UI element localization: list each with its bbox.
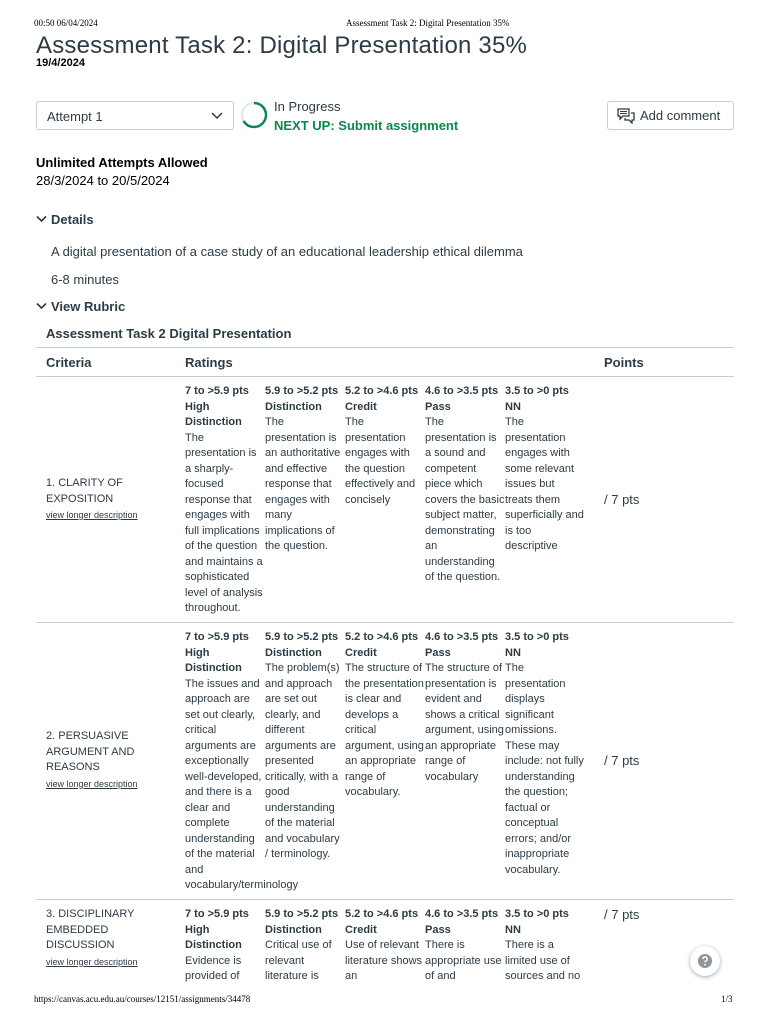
rating-1-1[interactable] (185, 384, 265, 617)
criterion-1 (46, 476, 176, 523)
rating-2-4[interactable] (425, 630, 505, 785)
print-datetime: 00:50 06/04/2024 (34, 18, 98, 28)
rating-points: 5.2 to >4.6 pts (345, 908, 419, 920)
rating-2-2[interactable] (265, 630, 345, 863)
attempt-select[interactable] (36, 101, 234, 130)
date-range: 28/3/2024 to 20/5/2024 (36, 173, 170, 188)
criterion-1-longer-description-link[interactable]: view longer description (46, 510, 138, 520)
rating-description: There is appropriate use of and (425, 939, 502, 982)
rating-3-1[interactable] (185, 907, 265, 985)
divider (36, 622, 734, 623)
criterion-3-points: / 7 pts (604, 907, 640, 922)
criterion-3-title: 3. DISCIPLINARY EMBEDDED DISCUSSION (46, 908, 135, 951)
rating-points: 3.5 to >0 pts (505, 908, 569, 920)
rating-label: Credit (345, 646, 377, 659)
page-title: Assessment Task 2: Digital Presentation 35% (36, 32, 528, 59)
rating-description: The structure of presentation is evident and shows a critical argument, using an appropriate range of vocabulary (425, 662, 504, 783)
rating-2-1[interactable] (185, 630, 299, 894)
criterion-1-title: 1. CLARITY OF EXPOSITION (46, 477, 123, 505)
chevron-down-icon (36, 302, 47, 310)
attempts-allowed: Unlimited Attempts Allowed (36, 155, 208, 170)
details-toggle[interactable] (36, 212, 94, 227)
rubric-title: Assessment Task 2 Digital Presentation (46, 326, 292, 341)
rating-label: Distinction (265, 400, 322, 413)
rating-label: High Distinction (185, 923, 242, 951)
criterion-2 (46, 729, 176, 792)
rating-points: 5.2 to >4.6 pts (345, 385, 419, 397)
rating-label: NN (505, 923, 521, 936)
criterion-2-points: / 7 pts (604, 753, 640, 768)
view-rubric-label: View Rubric (51, 299, 126, 314)
next-up-label: NEXT UP: Submit assignment (274, 118, 459, 133)
rating-label: High Distinction (185, 400, 242, 428)
rating-3-2[interactable] (265, 907, 345, 985)
rating-description: Evidence is provided of (185, 954, 242, 982)
rating-description: The presentation displays significant omissions. These may include: not fully understanding the question; factual or conceptual errors; and/or inappropriate vocabulary. (505, 662, 584, 876)
divider (36, 347, 734, 348)
rating-description: Critical use of relevant literature is (265, 939, 332, 982)
rating-points: 7 to >5.9 pts (185, 385, 249, 397)
rating-2-3[interactable] (345, 630, 425, 801)
add-comment-label: Add comment (640, 108, 721, 123)
rating-description: The issues and approach are set out clearly, critical arguments are exceptionally well-developed, and there is a clear and complete understanding of the material and vocabulary/terminology (185, 677, 299, 891)
rating-label: Pass (425, 923, 451, 936)
rating-label: Distinction (265, 646, 322, 659)
help-button[interactable] (690, 946, 720, 976)
due-date: 19/4/2024 (36, 57, 85, 69)
chevron-down-icon (211, 111, 223, 121)
rating-points: 3.5 to >0 pts (505, 631, 569, 643)
print-title: Assessment Task 2: Digital Presentation 35% (346, 18, 510, 28)
rating-points: 7 to >5.9 pts (185, 908, 249, 920)
criterion-2-longer-description-link[interactable]: view longer description (46, 778, 138, 789)
rating-points: 5.9 to >5.2 pts (265, 631, 339, 643)
rating-points: 4.6 to >3.5 pts (425, 631, 499, 643)
divider (36, 376, 734, 377)
divider (36, 899, 734, 900)
footer-url: https://canvas.acu.edu.au/courses/12151/assignments/34478 (34, 994, 251, 1004)
rating-label: Pass (425, 646, 451, 659)
rating-description: The presentation is an authoritative and effective response that engages with many implications of the question. (265, 416, 341, 552)
rating-description: The presentation engages with the question effectively and concisely (345, 416, 416, 506)
progress-ring-icon (240, 101, 268, 129)
attempt-select-value: Attempt 1 (47, 109, 103, 124)
ratings-header: Ratings (185, 355, 233, 370)
rating-description: The presentation is a sharply-focused response that engages with full implications of the question and maintains a sophisticated level of analysis throughout. (185, 431, 263, 614)
help-icon (696, 952, 714, 970)
rating-3-4[interactable] (425, 907, 505, 985)
rating-label: High Distinction (185, 646, 242, 674)
rating-description: Use of relevant literature shows an (345, 939, 423, 982)
comment-icon (617, 108, 635, 124)
criteria-header: Criteria (46, 355, 92, 370)
view-rubric-toggle[interactable] (36, 299, 125, 314)
rating-description: The presentation engages with some relevant issues but treats them superficially and is too descriptive (505, 416, 584, 552)
rating-label: NN (505, 646, 521, 659)
rating-label: Credit (345, 400, 377, 413)
points-header: Points (604, 355, 644, 370)
rating-points: 7 to >5.9 pts (185, 631, 249, 643)
chevron-down-icon (36, 215, 47, 223)
rating-points: 4.6 to >3.5 pts (425, 385, 499, 397)
rating-2-5[interactable] (505, 630, 585, 878)
criterion-1-points: / 7 pts (604, 492, 640, 507)
details-description: A digital presentation of a case study of an educational leadership ethical dilemma (51, 244, 523, 259)
rating-label: NN (505, 400, 521, 413)
rating-1-3[interactable] (345, 384, 425, 508)
rating-description: There is a limited use of sources and no (505, 939, 581, 982)
rating-1-4[interactable] (425, 384, 505, 586)
rating-description: The structure of the presentation is clear and develops a critical argument, using an appropriate range of vocabulary. (345, 662, 424, 798)
criterion-3 (46, 907, 176, 970)
add-comment-button[interactable] (607, 101, 734, 130)
footer-page-number: 1/3 (721, 994, 733, 1004)
rating-label: Distinction (265, 923, 322, 936)
rating-1-5[interactable] (505, 384, 585, 555)
criterion-2-title: 2. PERSUASIVE ARGUMENT AND REASONS (46, 730, 135, 773)
rating-3-3[interactable] (345, 907, 425, 985)
rating-description: The presentation is a sound and competent piece which covers the basic subject matter, demonstrating an understanding of the question. (425, 416, 505, 583)
rating-label: Credit (345, 923, 377, 936)
rating-3-5[interactable] (505, 907, 585, 985)
page-bottom-margin (0, 985, 768, 1024)
criterion-3-longer-description-link[interactable]: view longer description (46, 956, 138, 967)
rating-label: Pass (425, 400, 451, 413)
details-duration: 6-8 minutes (51, 272, 119, 287)
details-toggle-label: Details (51, 212, 94, 227)
rating-1-2[interactable] (265, 384, 345, 555)
rating-points: 5.9 to >5.2 pts (265, 908, 339, 920)
rating-points: 5.2 to >4.6 pts (345, 631, 419, 643)
rating-points: 3.5 to >0 pts (505, 385, 569, 397)
rating-points: 5.9 to >5.2 pts (265, 385, 339, 397)
progress-status: In Progress (274, 99, 341, 114)
rating-description: The problem(s) and approach are set out clearly, and different arguments are presented critically, with a good understanding of the material and vocabulary / terminology. (265, 662, 340, 860)
rating-points: 4.6 to >3.5 pts (425, 908, 499, 920)
